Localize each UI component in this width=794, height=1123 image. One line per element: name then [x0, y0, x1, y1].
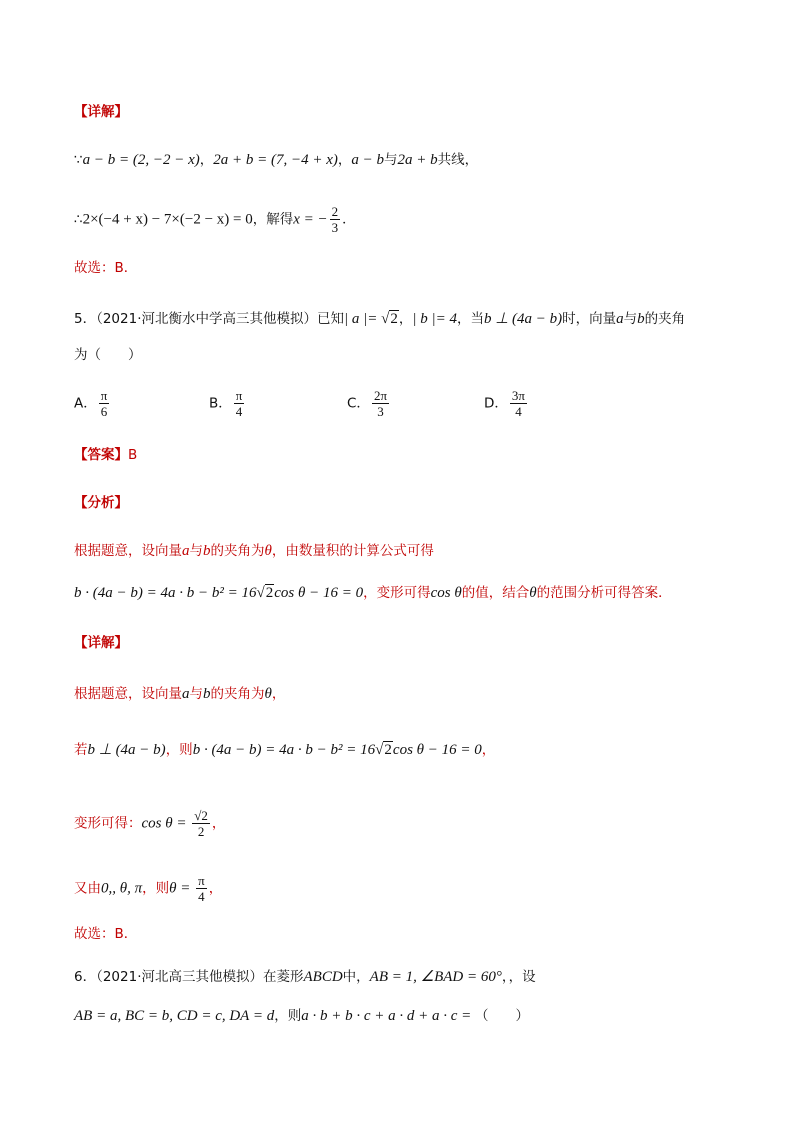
period: ．	[342, 211, 356, 228]
dot-product-sum: a · b + b · c + a · d + a · c =	[301, 1008, 476, 1024]
perpendicular-condition: b ⊥ (4a − b)	[483, 311, 563, 327]
cos-expr: cos θ − 16 = 0	[392, 742, 482, 758]
detail-text: 变形可得：	[74, 815, 142, 832]
option-fraction	[372, 388, 389, 419]
detail-heading-q5: 【详解】	[74, 635, 128, 651]
detail-text: ，则	[142, 880, 170, 897]
q5-answer	[74, 445, 137, 465]
detail-text: 若	[74, 742, 88, 758]
option-fraction	[510, 388, 527, 419]
theta: θ	[529, 585, 537, 601]
numerator: 2	[331, 204, 339, 219]
denominator: 3	[377, 404, 384, 419]
cos-theta: cos θ	[430, 585, 462, 601]
stem-text: 中，	[342, 969, 370, 985]
denominator: 4	[198, 889, 205, 904]
given-conditions: AB = 1, ∠BAD = 60°	[369, 969, 502, 985]
fraction-sqrt2-over-2	[192, 808, 210, 839]
radicand: 2	[265, 585, 274, 601]
q4-detail-line2	[74, 204, 356, 235]
option-label: B．	[209, 395, 232, 412]
detail-text: ，	[211, 815, 226, 832]
option-fraction	[99, 388, 110, 419]
q4-detail-line1	[74, 150, 478, 170]
sqrt-two: √2	[256, 585, 274, 601]
fraction-pi-over-4	[196, 873, 207, 904]
q6-stem-line2	[74, 1006, 529, 1026]
detail-line4	[74, 873, 222, 904]
answer-blank: （ ）	[475, 1008, 530, 1024]
analysis-line1	[74, 541, 434, 561]
q5-stem-line2: 为（ ）	[74, 347, 142, 363]
detail-line2	[74, 740, 495, 760]
sqrt-two: √2	[381, 311, 398, 327]
therefore-symbol: ∴	[74, 211, 83, 228]
magnitude-b: | b |= 4	[412, 311, 457, 327]
vector-definitions: AB = a, BC = b, CD = c, DA = d	[74, 1008, 275, 1024]
separator: ，	[199, 152, 214, 168]
detail-text: ，	[481, 742, 496, 758]
sqrt-two: √2	[375, 742, 392, 758]
theta: θ	[264, 686, 272, 702]
solve-text: ，解得	[252, 211, 294, 228]
conj-text: 与	[189, 543, 203, 559]
vector-b: b	[637, 311, 645, 327]
q6-stem-line1	[74, 967, 536, 987]
detail-text: 又由	[74, 880, 101, 897]
x-value: x = −	[293, 211, 328, 228]
cos-theta-eq: cos θ =	[141, 815, 191, 832]
vector-a: a	[182, 686, 190, 702]
analysis-text: 的夹角为	[210, 543, 265, 559]
denominator: 6	[100, 404, 108, 419]
numerator: 2π	[373, 388, 388, 403]
collinear-text: 共线，	[437, 152, 479, 168]
option-fraction	[234, 388, 245, 419]
q5-option-a[interactable]	[74, 388, 111, 419]
dot-product-expr: b · (4a − b) = 4a · b − b² = 16	[74, 585, 257, 601]
q5-option-d[interactable]	[484, 388, 529, 419]
q5-source: 5．（2021·河北衡水中学高三其他模拟）已知	[74, 311, 344, 327]
detail-heading-q4: 【详解】	[74, 104, 128, 120]
detail-line1	[74, 684, 285, 704]
fraction-two-thirds	[330, 204, 341, 235]
denominator: 2	[197, 824, 205, 839]
theta-eq: θ =	[169, 880, 195, 897]
option-label: C．	[347, 395, 370, 412]
option-label: A．	[74, 395, 97, 412]
vector-sum-expr: 2a + b = (7, −4 + x)	[213, 152, 338, 168]
numerator: π	[235, 388, 243, 403]
analysis-text: 的范围分析可得答案．	[536, 585, 672, 601]
answer-value: B	[128, 447, 138, 463]
separator: ，	[337, 152, 352, 168]
numerator: 3π	[511, 388, 525, 403]
denominator: 4	[515, 404, 522, 419]
stem-text: ，则	[274, 1008, 302, 1024]
vector-diff: a − b	[351, 152, 384, 168]
detail-text: 根据题意，设向量	[74, 686, 182, 702]
conj-text: 与	[623, 311, 638, 327]
separator: ，	[398, 311, 413, 327]
vector-sum: 2a + b	[397, 152, 438, 168]
dot-product-expr: b · (4a − b) = 4a · b − b² = 16	[192, 742, 376, 758]
cos-expr: cos θ − 16 = 0	[274, 585, 364, 601]
q5-stem-line1	[74, 309, 685, 329]
radicand: 2	[384, 742, 392, 758]
vector-diff-expr: a − b = (2, −2 − x)	[82, 152, 200, 168]
detail-text: ，则	[165, 742, 193, 758]
analysis-text: 的值，结合	[461, 585, 530, 601]
q5-option-b[interactable]	[209, 388, 246, 419]
stem-text: 的夹角	[644, 311, 686, 327]
denominator: 3	[331, 220, 339, 235]
vector-b: b	[203, 686, 211, 702]
detail-text: ，	[271, 686, 286, 702]
q5-option-c[interactable]	[347, 388, 391, 419]
numerator: √2	[194, 808, 208, 823]
vector-a: a	[616, 311, 624, 327]
because-symbol: ∵	[74, 152, 83, 168]
denominator: 4	[235, 404, 243, 419]
perpendicular-condition: b ⊥ (4a − b)	[87, 742, 166, 758]
answer-heading: 【答案】	[74, 447, 128, 463]
theta: θ	[264, 543, 272, 559]
range-expr: 0,, θ, π	[101, 880, 143, 897]
vector-a: a	[182, 543, 190, 559]
vector-b: b	[203, 543, 211, 559]
option-label: D．	[484, 395, 508, 412]
stem-text: ，，设	[501, 969, 536, 985]
q6-source: 6．（2021·河北高三其他模拟）在菱形	[74, 969, 304, 985]
numerator: π	[198, 873, 205, 888]
when-text: ，当	[456, 311, 484, 327]
analysis-line2	[74, 583, 672, 603]
detail-line3	[74, 808, 225, 839]
detail-text: ，	[208, 880, 223, 897]
numerator: π	[100, 388, 108, 403]
q4-final-answer: 故选：B．	[74, 260, 138, 276]
equation: 2×(−4 + x) − 7×(−2 − x) = 0	[82, 211, 253, 228]
conj-text: 与	[384, 152, 398, 168]
stem-text: 时，向量	[562, 311, 617, 327]
detail-text: 的夹角为	[210, 686, 265, 702]
rhombus-name: ABCD	[303, 969, 343, 985]
analysis-text: 根据题意，设向量	[74, 543, 182, 559]
analysis-text: ，变形可得	[363, 585, 431, 601]
conj-text: 与	[189, 686, 203, 702]
analysis-heading: 【分析】	[74, 495, 128, 511]
radicand: 2	[390, 311, 398, 327]
q5-final-answer: 故选：B．	[74, 926, 138, 942]
analysis-text: ，由数量积的计算公式可得	[271, 543, 434, 559]
magnitude-a: | a |=	[344, 311, 382, 327]
